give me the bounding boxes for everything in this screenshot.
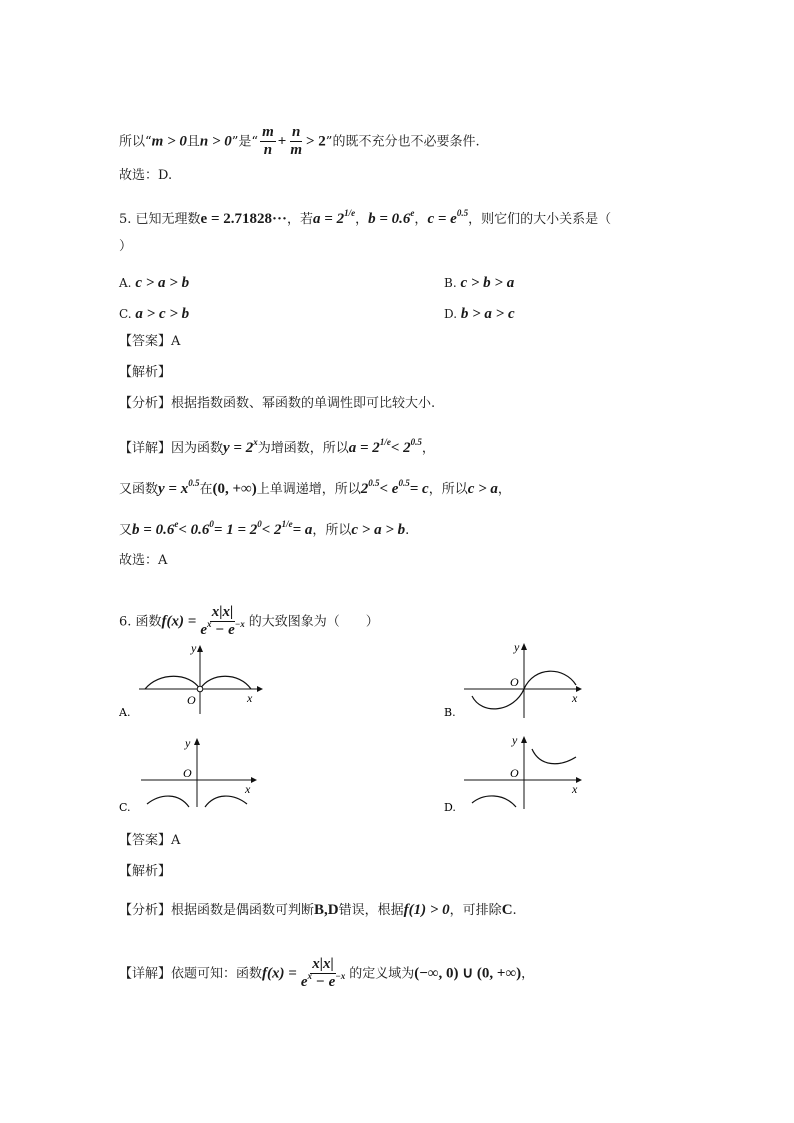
graph-a-label: A. [119, 706, 131, 719]
math: = a [292, 522, 313, 538]
option-d: D. b > a > c [444, 306, 515, 322]
exponent: 1/e [344, 208, 356, 218]
graph-c-label: C. [119, 801, 131, 814]
option-a: A. c > a > b [119, 275, 190, 291]
text: 所以“ [119, 134, 152, 150]
text: ，可排除 [449, 903, 502, 918]
math: > 2 [305, 133, 326, 150]
option-c: C. a > c > b [119, 306, 190, 322]
graph-c [119, 735, 269, 817]
math: = 1 = 2 [213, 522, 258, 538]
text: ， [497, 482, 511, 497]
line-conclusion [119, 124, 480, 160]
answer-5: 【答案】A [119, 334, 181, 349]
text: 5. 已知无理数 [119, 212, 201, 227]
exponent: 0.5 [368, 478, 380, 488]
answer-6: 【答案】A [119, 833, 181, 848]
x-label: x [245, 782, 251, 796]
jiexi-5: 【解析】 [119, 365, 172, 380]
text: ，若 [287, 212, 314, 227]
youhan-2 [119, 519, 410, 538]
text: 又函数 [119, 482, 159, 497]
exponent: 1/e [379, 437, 391, 447]
fenxi-5: 【分析】根据指数函数、幂函数的单调性即可比较大小. [119, 396, 436, 411]
y-label: y [512, 733, 518, 747]
fraction-function: $\frac{x|x|}{e^x - e^{-x}}$ [200, 604, 245, 639]
origin-label: O [183, 766, 192, 780]
text: . [512, 903, 517, 918]
text: 【详解】因为函数 [119, 441, 224, 456]
math: < 0.6 [178, 522, 210, 538]
fraction-n-over-m: $\frac{n}{m}$ [290, 124, 302, 159]
question-5 [119, 208, 612, 227]
graph-b [444, 640, 594, 722]
math: b = 0.6 [132, 522, 175, 538]
text: ”的既不充分也不必要条件. [325, 134, 480, 150]
origin-label: O [510, 675, 519, 689]
exponent: e [174, 519, 179, 529]
exponent: 0 [209, 519, 214, 529]
youhan-1 [119, 478, 511, 497]
fraction-function: $\frac{x|x|}{e^x - e^{-x}}$ [300, 956, 346, 991]
math: < 2 [261, 522, 282, 538]
text: 的定义域为 [349, 966, 415, 982]
exponent: x [253, 437, 258, 447]
text: 6. 函数 [119, 614, 162, 630]
text: ，所以 [312, 523, 352, 538]
math: a = 2 [348, 440, 380, 456]
text: 的大致图象为（ ） [248, 614, 379, 630]
exponent: 0.5 [188, 478, 200, 488]
math: m > 0 [151, 133, 187, 150]
text: ”是“ [231, 134, 259, 150]
fenxi-6 [119, 903, 517, 918]
graph-d-label: D. [444, 801, 456, 814]
exponent: 0.5 [456, 208, 469, 218]
y-label: y [191, 642, 197, 655]
y-label: y [185, 736, 191, 750]
x-label: x [572, 782, 578, 796]
math: = c [409, 481, 429, 497]
text: 且 [186, 134, 200, 150]
math: c > a [467, 481, 498, 497]
math: (0, +∞) [212, 481, 257, 497]
exponent: 1/e [281, 519, 293, 529]
math: (−∞, 0) ∪ (0, +∞) [414, 965, 522, 982]
xiangjie-6 [119, 956, 534, 992]
question-5-close: ） [119, 239, 133, 254]
text: 【详解】依题可知：函数 [119, 966, 263, 982]
option-b: B. c > b > a [444, 275, 515, 291]
math: n > 0 [199, 133, 232, 150]
origin-label: O [510, 766, 519, 780]
origin-label: O [187, 693, 196, 707]
exponent: 0 [257, 519, 262, 529]
text: 在 [199, 482, 213, 497]
math: B,D [314, 902, 339, 918]
math: y = 2 [223, 440, 254, 456]
math: < 2 [390, 440, 411, 456]
text: 错误，根据 [338, 903, 404, 918]
math: a = 2 [313, 211, 345, 227]
text: ，所以 [428, 482, 468, 497]
text: 【分析】根据函数是偶函数可判断 [119, 903, 315, 918]
math: + [277, 133, 287, 150]
math: f(x) = [161, 613, 197, 630]
graph-a [119, 642, 269, 722]
x-label: x [572, 691, 578, 705]
text: ， [414, 212, 428, 227]
question-6 [119, 604, 379, 640]
math: < e [379, 481, 399, 497]
y-label: y [514, 640, 520, 654]
text: ， [521, 966, 535, 982]
text: 上单调递增，所以 [256, 482, 361, 497]
math: c > a > b [351, 522, 406, 538]
text: 为增函数，所以 [257, 441, 349, 456]
math: f(x) = [262, 965, 297, 982]
text: ， [421, 441, 435, 456]
x-label: x [247, 691, 253, 705]
math: f(1) > 0 [403, 902, 450, 918]
graph-b-label: B. [444, 706, 456, 719]
math: y = x [158, 481, 189, 497]
text: 又 [119, 523, 133, 538]
jiexi-6: 【解析】 [119, 864, 172, 879]
graph-d [444, 733, 594, 817]
math: e = 2.71828··· [200, 211, 288, 227]
xiangjie-5 [119, 437, 435, 456]
line-answer-d: 故选：D. [119, 168, 173, 183]
math: C [501, 902, 513, 918]
guxuan-5: 故选：A [119, 553, 168, 568]
fraction-m-over-n: $\frac{m}{n}$ [262, 124, 274, 159]
text: ， [355, 212, 369, 227]
exponent: 0.5 [398, 478, 410, 488]
math: b = 0.6 [368, 211, 411, 227]
text: ，则它们的大小关系是（ [468, 212, 612, 227]
exponent: 0.5 [410, 437, 422, 447]
exponent: e [410, 208, 415, 218]
math: 2 [360, 481, 369, 497]
math: c = e [427, 211, 457, 227]
text: . [405, 523, 410, 538]
